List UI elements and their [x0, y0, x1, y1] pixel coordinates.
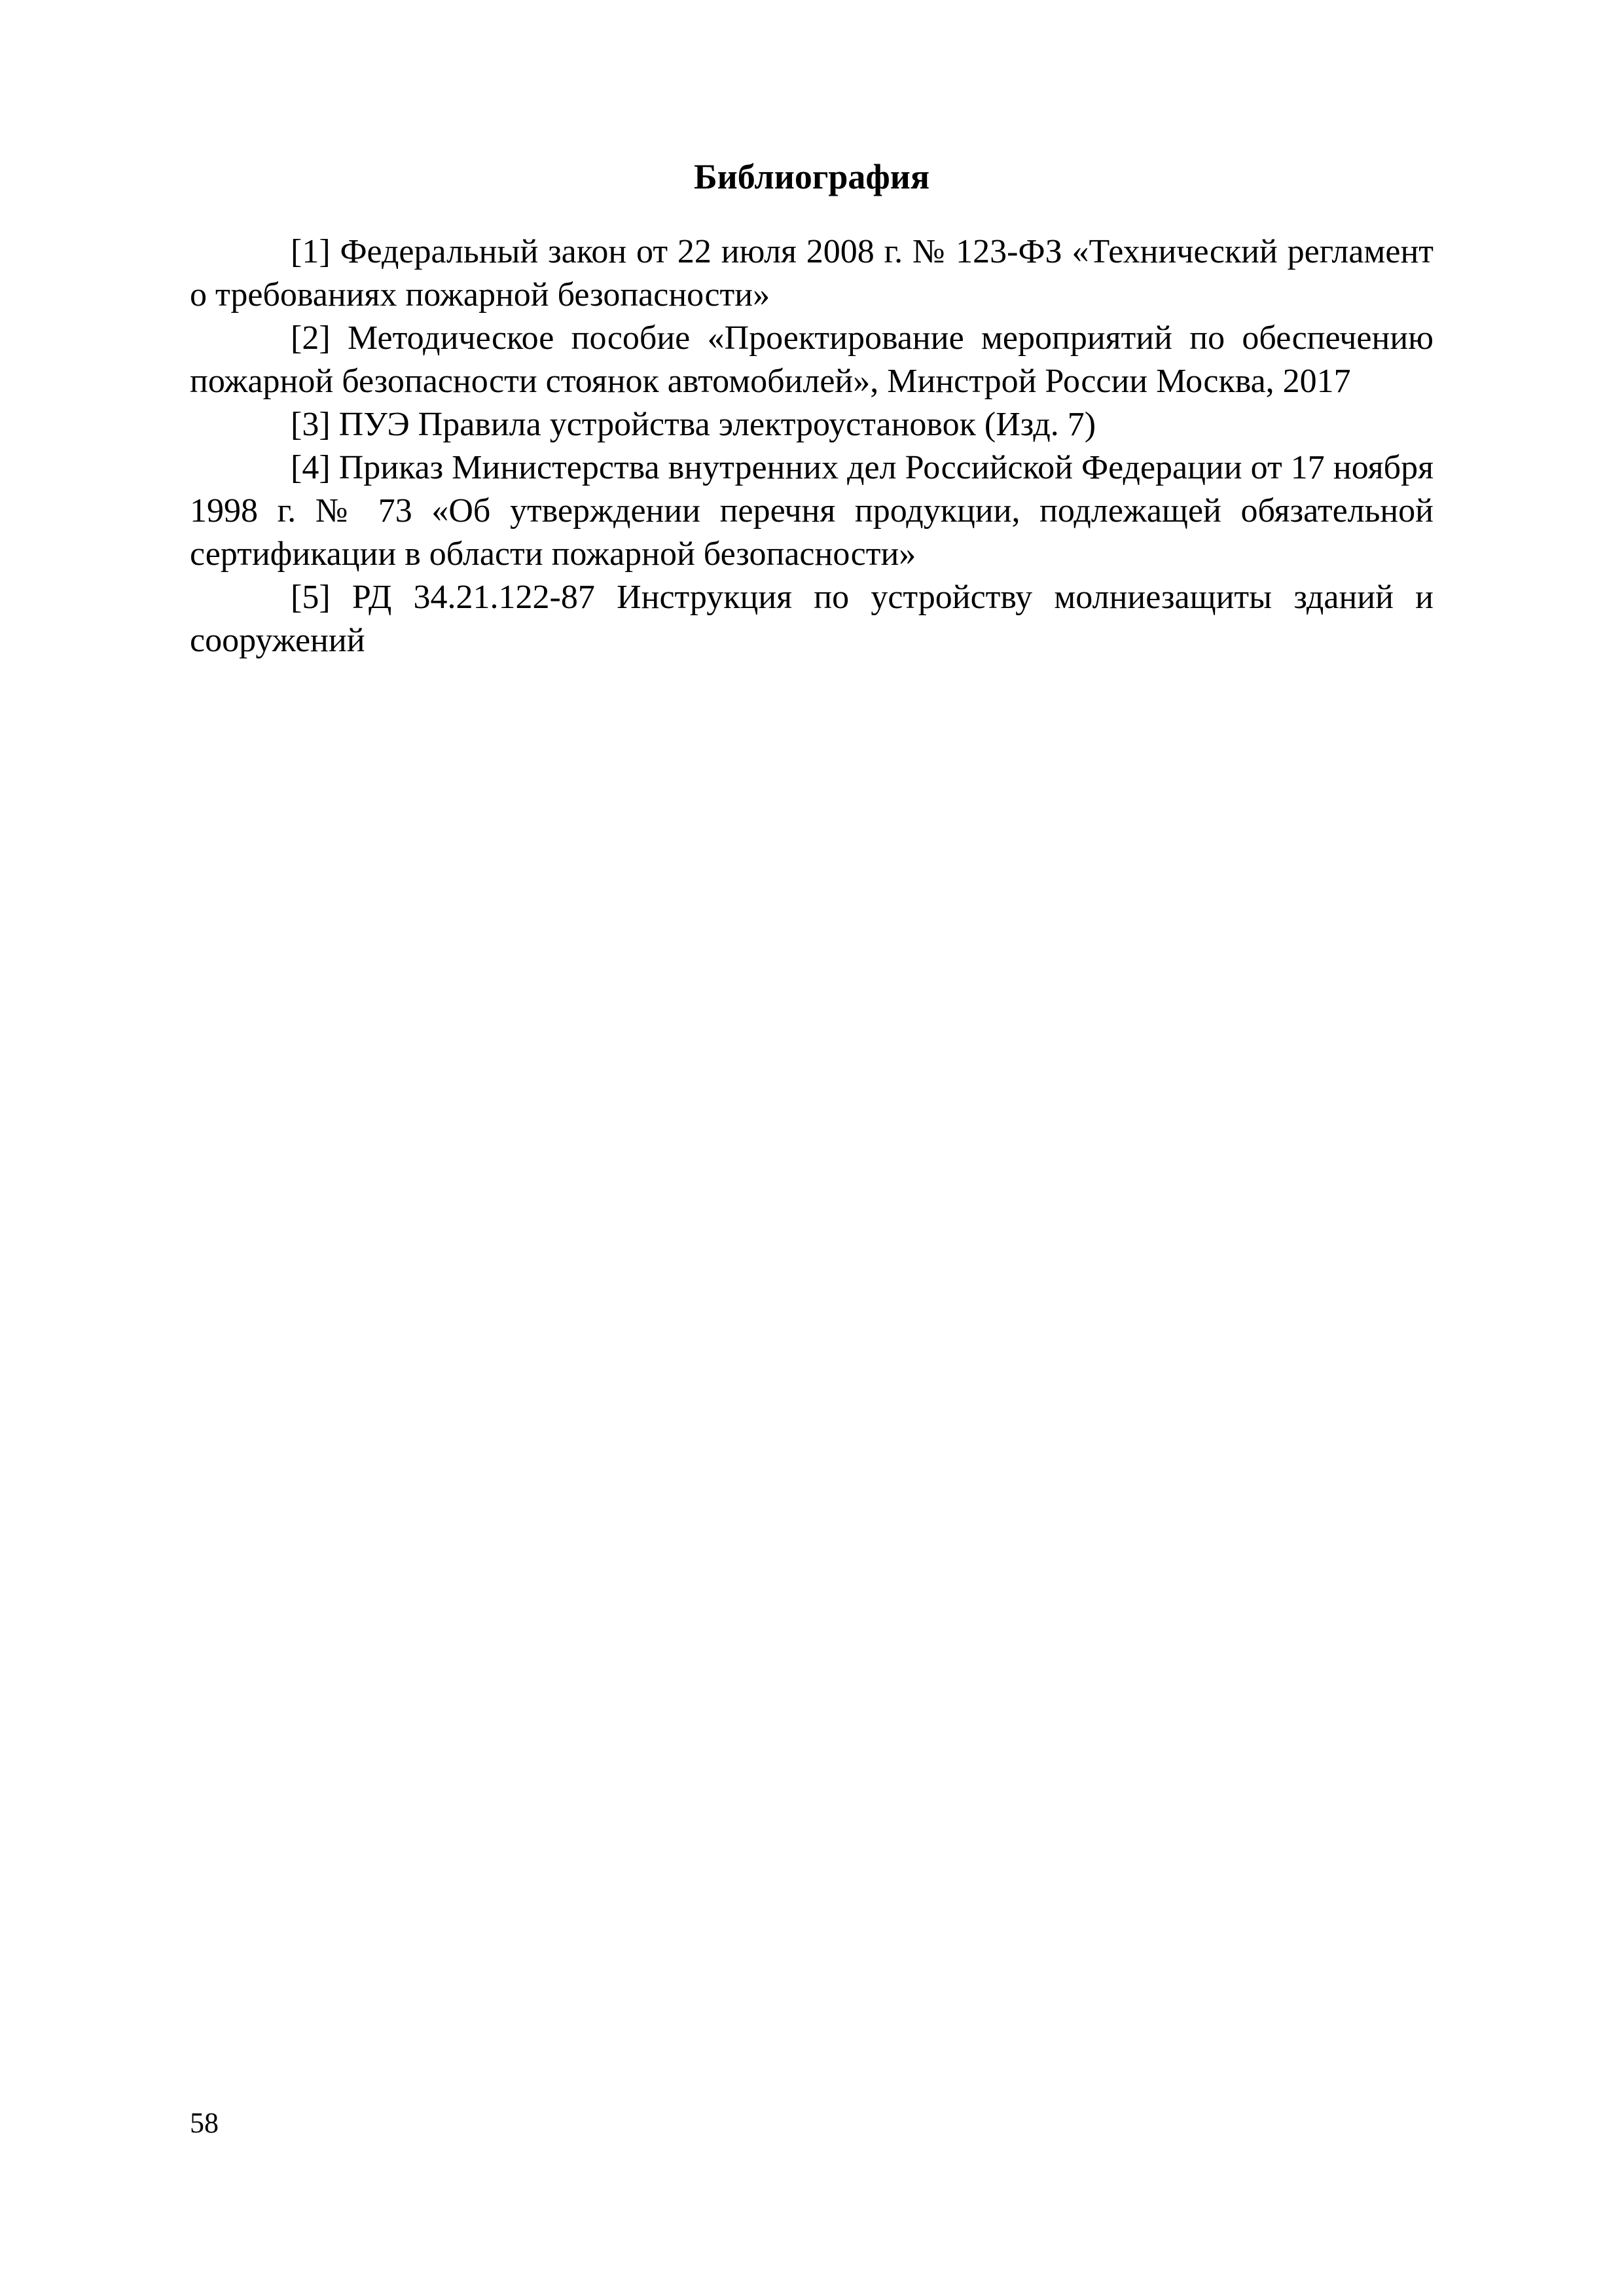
bibliography-entry-3: [3] ПУЭ Правила устройства электроустановок (Изд. 7): [291, 406, 1096, 443]
page-title: Библиография: [693, 157, 930, 196]
bibliography-list: [190, 230, 1434, 662]
bibliography-entry-4: [4] Приказ Министерства внутренних дел Российской Федерации от 17 ноября 1998 г. № 73 «Об утверждении перечня продукции, подлежащей обязательной сертификации в области пожарной безопасности»: [190, 449, 1434, 573]
bibliography-entry-2: [2] Методическое пособие «Проектирование мероприятий по обеспечению пожарной безопасности стоянок автомобилей», Минстрой России Москва, 2017: [190, 319, 1434, 400]
page-number: 58: [190, 2107, 219, 2139]
bibliography-entry-1: [1] Федеральный закон от 22 июля 2008 г. № 123-ФЗ «Технический регламент о требованиях пожарной безопасности»: [190, 233, 1434, 314]
bibliography-entry-5: [5] РД 34.21.122-87 Инструкция по устройству молниезащиты зданий и сооружений: [190, 579, 1434, 659]
